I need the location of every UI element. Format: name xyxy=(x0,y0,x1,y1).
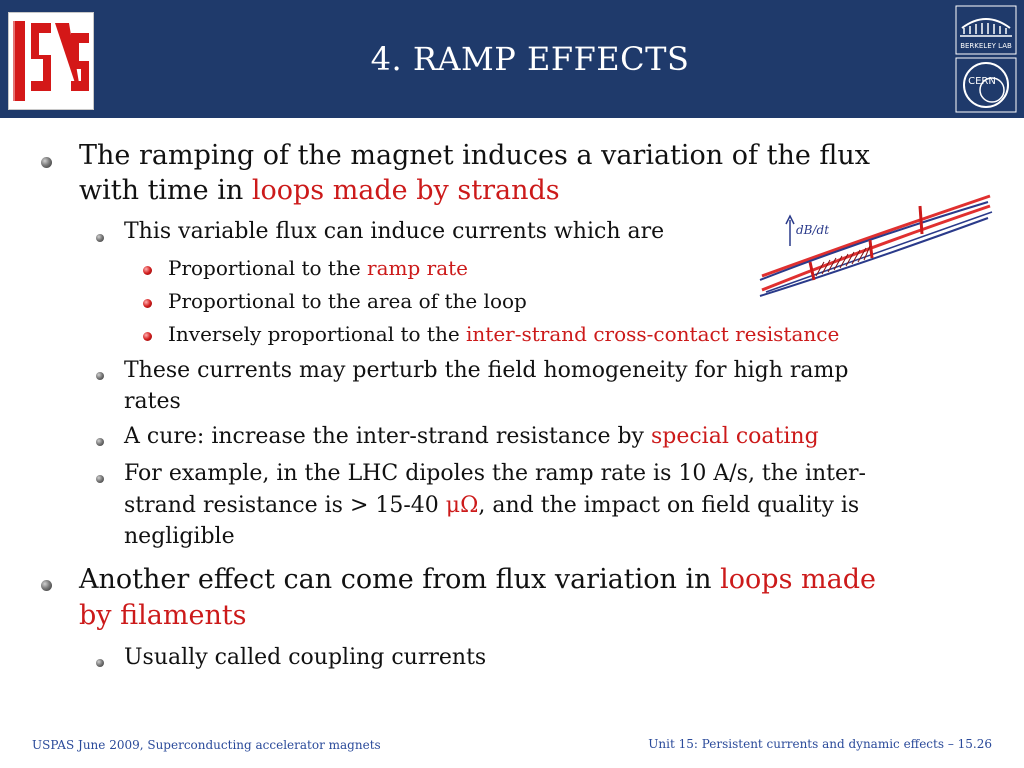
footer-left: USPAS June 2009, Superconducting accelerator magnets xyxy=(32,738,381,752)
berkeley-lab-text: BERKELEY LAB xyxy=(960,42,1012,50)
text-run: Inversely proportional to the xyxy=(168,322,467,346)
bullet-text xyxy=(168,256,468,280)
bullet-text xyxy=(79,564,876,595)
bullet-level3 xyxy=(143,266,152,275)
dbdt-label: dB/dt xyxy=(796,223,830,237)
bullet-level3 xyxy=(143,332,152,341)
bullet-text: This variable flux can induce currents which are xyxy=(124,219,665,244)
text-run: strand resistance is > 15-40 xyxy=(124,493,446,518)
bullet-text: For example, in the LHC dipoles the ramp rate is 10 A/s, the inter- xyxy=(124,461,866,486)
bullet-text: Usually called coupling currents xyxy=(124,645,487,670)
bullet-text xyxy=(79,140,870,171)
highlight-text: loops made by strands xyxy=(251,175,560,206)
bullet-text xyxy=(168,322,839,346)
slide-title: 4. RAMP EFFECTS xyxy=(370,40,690,78)
highlight-text: inter-strand cross-contact resistance xyxy=(466,322,840,346)
bullet-level2 xyxy=(96,372,104,380)
bullet-level2 xyxy=(96,438,104,446)
text-run: Proportional to the xyxy=(168,256,368,280)
highlight-text: by filaments xyxy=(79,600,247,631)
cern-text: CERN xyxy=(968,76,996,87)
bullet-level2 xyxy=(96,659,104,667)
bullet-text xyxy=(124,424,819,449)
bullet-text: negligible xyxy=(124,524,235,549)
text-run: Another effect can come from flux variation in xyxy=(79,564,721,595)
bullet-text: rates xyxy=(124,389,181,414)
bullet-text xyxy=(124,493,859,518)
text-run: The ramping of the magnet induces a variation of the flux xyxy=(79,140,871,171)
bullet-level1 xyxy=(41,157,52,168)
strand-loop-sketch xyxy=(752,184,997,306)
highlight-text: loops made xyxy=(720,564,876,595)
text-run: , and the impact on field quality is xyxy=(478,493,860,518)
bullet-level2 xyxy=(96,234,104,242)
text-run: A cure: increase the inter-strand resistance by xyxy=(124,424,651,449)
bullet-level2 xyxy=(96,475,104,483)
highlight-text: special coating xyxy=(650,424,819,449)
bullet-text: These currents may perturb the field homogeneity for high ramp xyxy=(124,358,849,383)
bullet-text xyxy=(79,175,560,206)
highlight-text: ramp rate xyxy=(367,256,469,280)
text-run: with time in xyxy=(79,175,252,206)
bullet-text: Proportional to the area of the loop xyxy=(168,289,527,313)
bullet-level3 xyxy=(143,299,152,308)
footer-right: Unit 15: Persistent currents and dynamic effects – 15.26 xyxy=(648,737,992,751)
highlight-text: μΩ xyxy=(445,493,479,518)
bullet-level1 xyxy=(41,580,52,591)
bullet-text xyxy=(79,600,247,631)
